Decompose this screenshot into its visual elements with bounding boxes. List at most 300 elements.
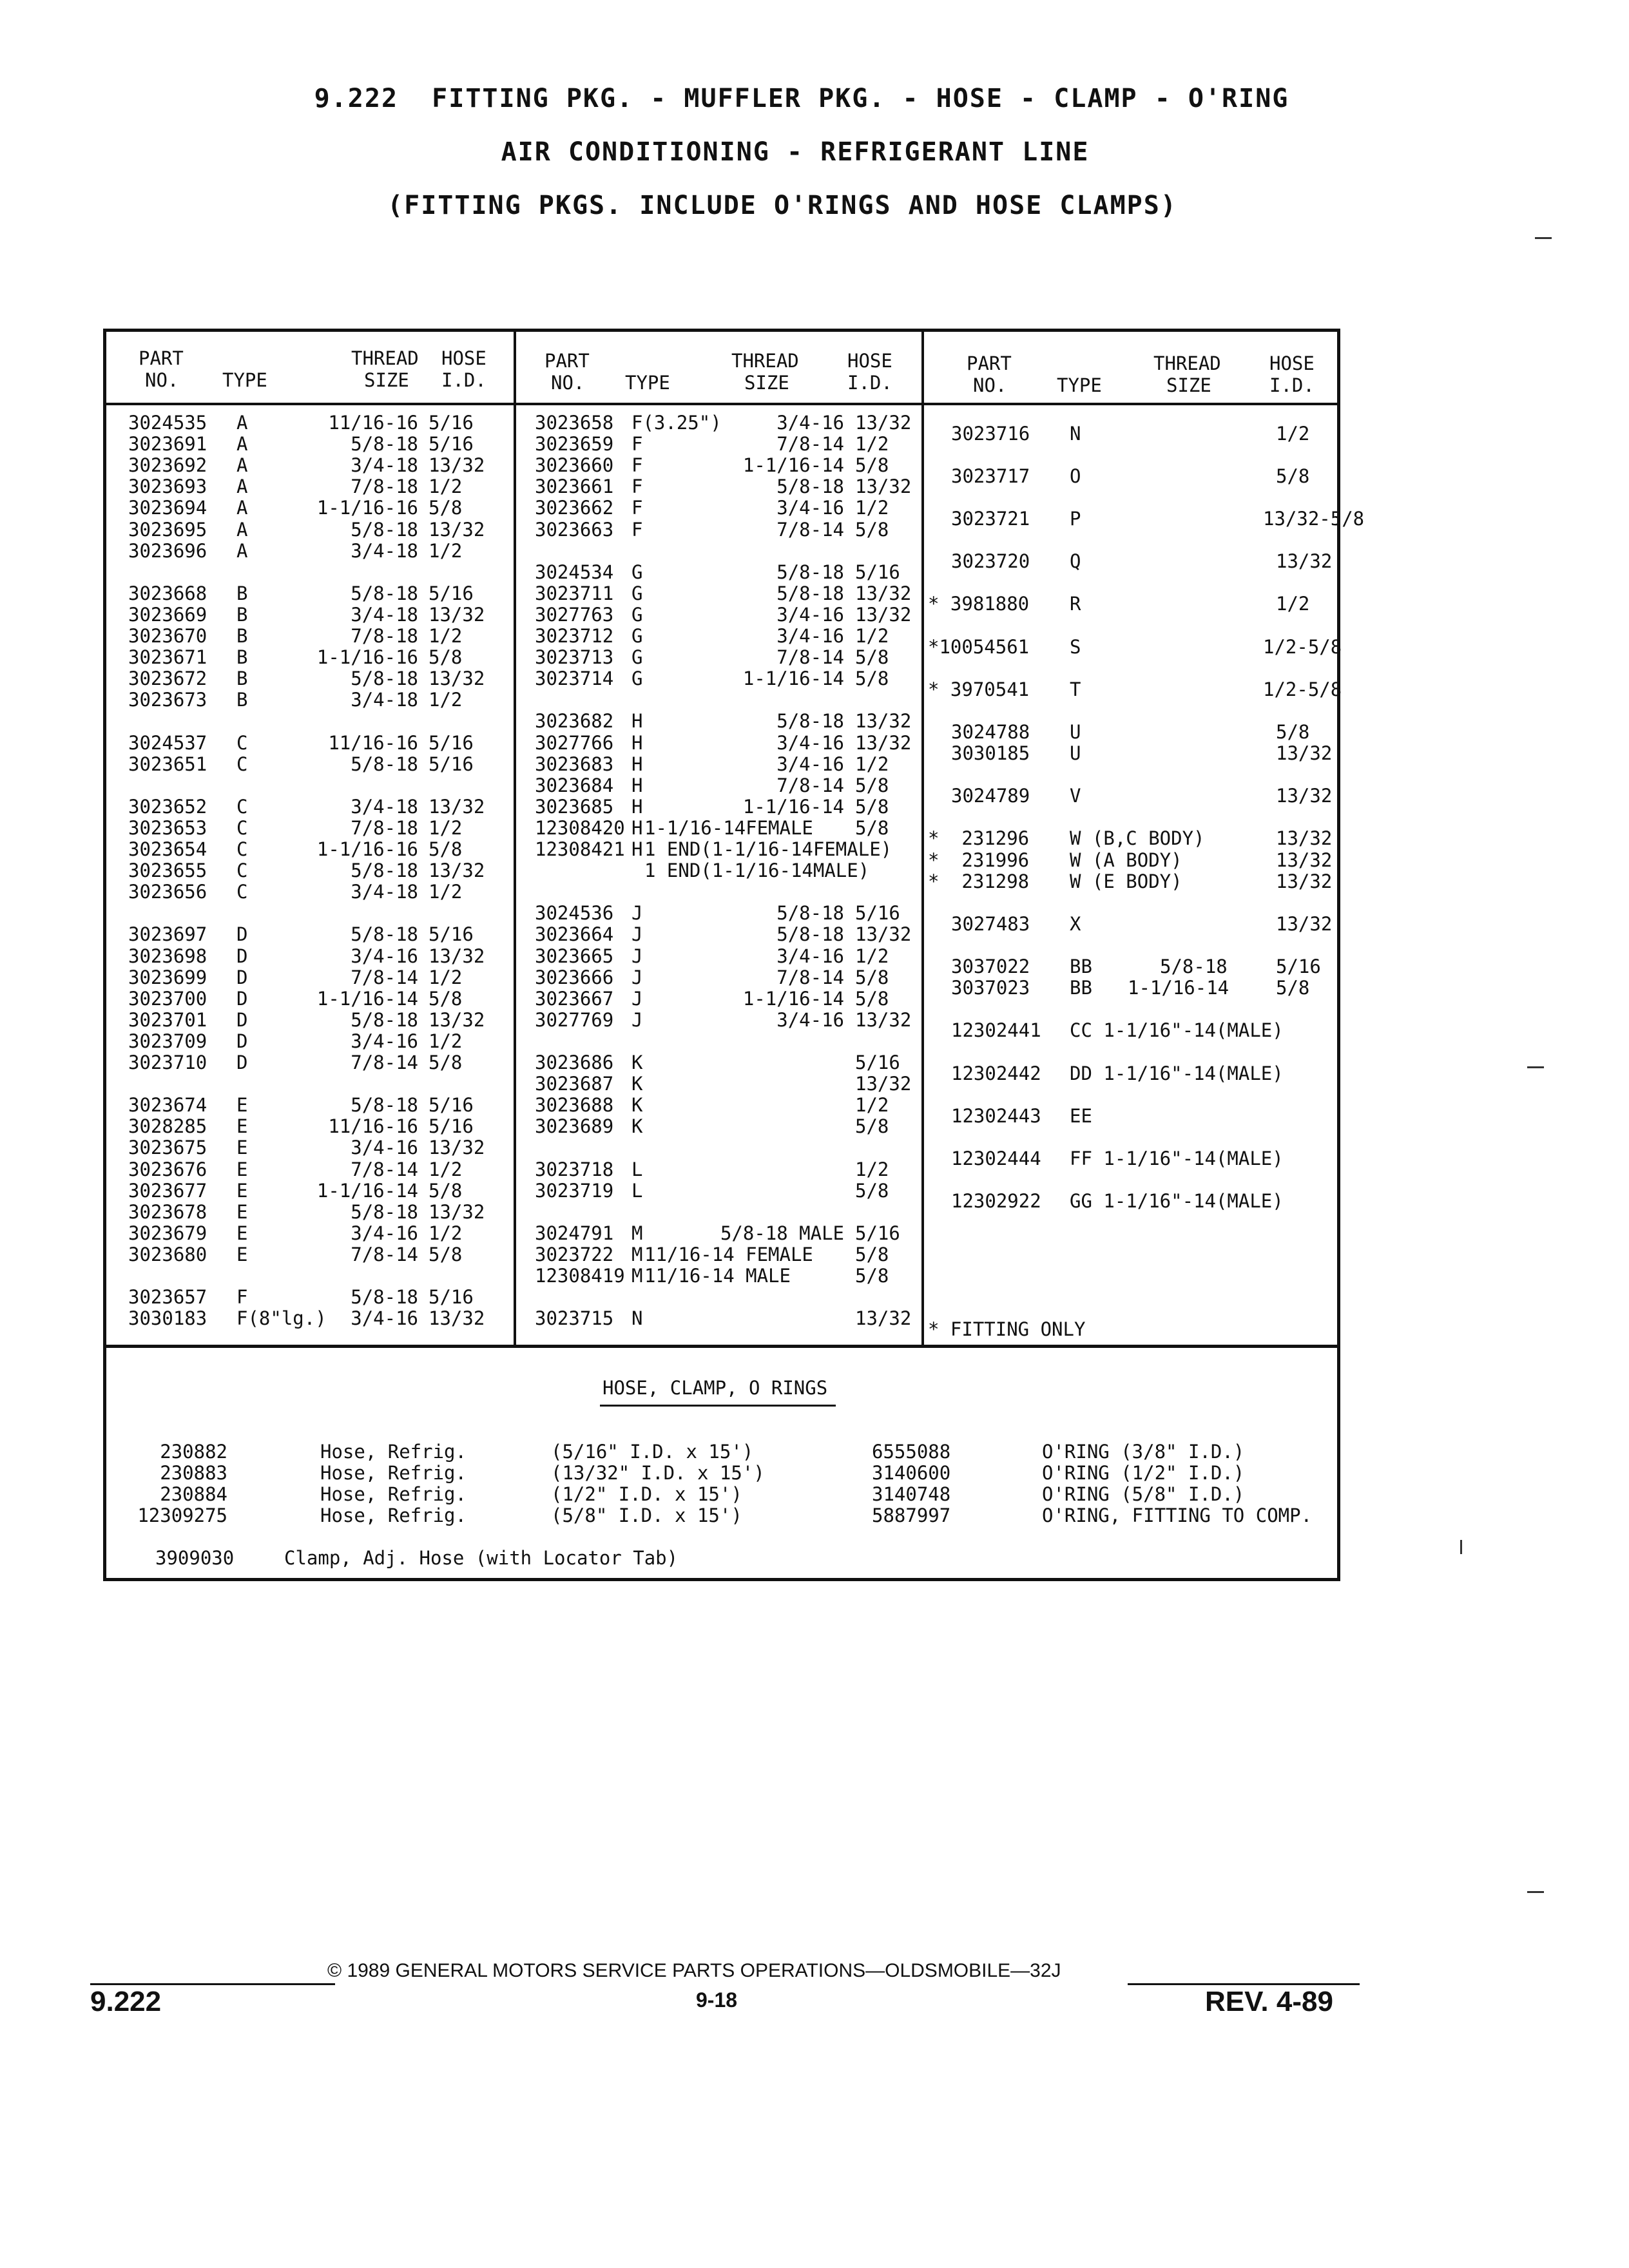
thread-size: 1-1/16-16	[316, 838, 418, 860]
fitting-type: B	[236, 668, 248, 690]
table-row	[535, 1073, 934, 1095]
header-part: PART	[967, 352, 1012, 374]
fitting-type: D	[236, 1052, 248, 1073]
table-row	[128, 626, 528, 647]
thread-size: 7/8-14	[776, 966, 844, 988]
table-row	[535, 775, 934, 796]
oring-description: O'RING, FITTING TO COMP.	[1042, 1504, 1313, 1526]
part-number: 3023720	[951, 550, 1030, 573]
table-row	[928, 722, 1340, 743]
table-row	[535, 818, 934, 839]
table-row	[535, 967, 934, 988]
hose-id: 1/2	[855, 625, 889, 647]
part-number: 3023692	[128, 454, 207, 477]
thread-size: 5/8-18	[351, 582, 418, 604]
part-number: 3023660	[535, 454, 614, 477]
part-number: 3023653	[128, 816, 207, 839]
scan-mark	[1535, 237, 1552, 239]
fitting-type: B	[236, 603, 248, 626]
thread-size: 3/4-16	[776, 1008, 844, 1031]
thread-size: 3/4-18	[351, 603, 418, 626]
thread-size: 5/8-18	[351, 1200, 418, 1223]
thread-size: 7/8-14	[776, 774, 844, 796]
part-number: * 231298	[928, 870, 1030, 892]
hose-id: 13/32	[855, 603, 912, 626]
part-number: 3023693	[128, 476, 207, 498]
table-row	[928, 977, 1340, 999]
footer-page-number: 9-18	[696, 1988, 738, 2012]
header-hose: HOSE	[847, 350, 892, 372]
fitting-type: E	[236, 1137, 248, 1159]
hose-id: 1/2	[855, 753, 889, 775]
fitting-type: W (A BODY)	[1070, 849, 1182, 871]
thread-size: 5/8-18	[351, 518, 418, 541]
part-number: 3023712	[535, 625, 614, 647]
header-no: NO.	[973, 374, 1007, 396]
hose-id: 5/16	[429, 731, 474, 754]
oring-description: O'RING (1/2" I.D.)	[1042, 1462, 1245, 1484]
part-number: 3023679	[128, 1222, 207, 1244]
hose-id: 13/32	[1276, 849, 1333, 871]
fitting-type: H	[631, 795, 643, 818]
header-id: I.D.	[441, 369, 487, 391]
hose-id: 5/16	[429, 1115, 474, 1138]
table-row	[535, 860, 934, 881]
fitting-type: B	[236, 625, 248, 647]
table-row	[928, 828, 1340, 849]
hose-id: 13/32	[429, 1008, 485, 1031]
hose-id: 5/16	[855, 561, 900, 583]
thread-size: 3/4-18	[351, 881, 418, 903]
hose-id: 1/2	[855, 1158, 889, 1180]
thread-size: 11/16-14 MALE	[644, 1265, 791, 1287]
thread-size: 1-1/16-14	[316, 987, 418, 1010]
part-number: 3023667	[535, 987, 614, 1010]
table-row	[128, 924, 528, 945]
hose-id: 5/8	[429, 497, 463, 519]
fitting-type: G	[631, 668, 643, 690]
fitting-type: H	[631, 816, 643, 839]
table-row	[928, 871, 1340, 892]
part-number: 3030185	[951, 742, 1030, 765]
thread-size: 5/8-18	[351, 668, 418, 690]
thread-size: 7/8-18	[351, 625, 418, 647]
header-size: SIZE	[744, 372, 789, 394]
scan-mark	[1527, 1066, 1544, 1068]
part-number: 3023688	[535, 1094, 614, 1117]
hose-id: 13/32	[1276, 870, 1333, 892]
thread-size: 5/8-18	[776, 582, 844, 604]
table-row	[128, 1287, 528, 1308]
fitting-type: M	[631, 1222, 643, 1244]
table-row	[535, 647, 934, 668]
hose-id: 13/32	[429, 1200, 485, 1223]
part-number: 3023656	[128, 881, 207, 903]
thread-size: 5/8-18	[351, 860, 418, 882]
hose-id: 1/2	[1276, 593, 1310, 615]
fitting-type: D	[236, 987, 248, 1010]
part-number: 3027763	[535, 603, 614, 626]
thread-size: 3/4-16	[776, 753, 844, 775]
table-row	[928, 914, 1340, 935]
table-row	[128, 519, 528, 541]
fitting-type: G	[631, 582, 643, 604]
part-number: 3023657	[128, 1286, 207, 1309]
hose-part-no: 230882	[160, 1441, 227, 1463]
hose-id: 5/8	[855, 774, 889, 796]
hose-id: 13/32	[429, 795, 485, 818]
part-number: 3023718	[535, 1158, 614, 1180]
table-row	[535, 604, 934, 626]
hose-description: Hose, Refrig.	[320, 1504, 467, 1526]
hose-clamp-oring-section	[103, 1348, 1340, 1581]
thread-size: 7/8-14	[776, 518, 844, 541]
heading-underline	[600, 1405, 836, 1407]
fitting-type: D	[236, 923, 248, 946]
clamp-row	[155, 1547, 679, 1633]
header-divider	[106, 403, 1337, 405]
table-row	[535, 1180, 934, 1202]
table-row	[128, 754, 528, 775]
table-row	[128, 476, 528, 497]
table-row	[928, 1319, 1340, 1340]
hose-id: 13/32	[1276, 550, 1333, 573]
table-row	[928, 507, 1365, 530]
part-number: 3023682	[535, 710, 614, 733]
table-row	[535, 519, 934, 541]
part-number: 3023651	[128, 753, 207, 775]
table-row	[128, 988, 528, 1010]
table-row	[928, 1191, 1340, 1212]
fitting-table	[103, 329, 1365, 1348]
hose-description: Hose, Refrig.	[320, 1483, 467, 1505]
table-row	[128, 967, 528, 988]
hose-id: 1/2	[429, 1030, 463, 1052]
fitting-type: H	[631, 731, 643, 754]
hose-id: 5/8	[855, 668, 889, 690]
fitting-type: J	[631, 966, 643, 988]
thread-size: 3/4-18	[351, 689, 418, 711]
table-row	[128, 604, 528, 626]
hose-id: 5/16	[855, 902, 900, 925]
hose-id: 5/8	[1276, 977, 1310, 999]
fitting-type: F	[631, 518, 643, 541]
thread-size: 1-1/16-16	[316, 497, 418, 519]
part-number: 3023719	[535, 1179, 614, 1202]
thread-size: 7/8-18	[351, 816, 418, 839]
header-hose: HOSE	[1269, 352, 1315, 374]
table-row	[128, 497, 528, 519]
fitting-type: A	[236, 539, 248, 562]
fitting-type: N	[631, 1307, 643, 1330]
fitting-type: C	[236, 753, 248, 775]
hose-part-no: 230883	[160, 1462, 227, 1484]
oring-part-no: 6555088	[872, 1441, 951, 1463]
table-row	[928, 850, 1340, 871]
part-number: 3023711	[535, 582, 614, 604]
table-row	[928, 593, 1340, 615]
part-number: 3028285	[128, 1115, 207, 1138]
hose-id: 5/8	[429, 1179, 463, 1202]
table-row	[535, 1095, 934, 1116]
part-number: 3023697	[128, 923, 207, 946]
thread-size: 3/4-16	[776, 603, 844, 626]
table-row	[128, 1223, 528, 1244]
table-row	[128, 583, 528, 604]
fitting-type: E	[236, 1158, 248, 1180]
hose-id: 1/2	[855, 945, 889, 967]
fitting-type: E	[236, 1094, 248, 1117]
fitting-type: M	[631, 1265, 643, 1287]
hose-id: 13/32-5/8	[1263, 507, 1365, 530]
thread-size: 5/8-18	[351, 1094, 418, 1117]
table-row	[128, 1010, 528, 1031]
part-number: 3024791	[535, 1222, 614, 1244]
part-number: 3023695	[128, 518, 207, 541]
table-row	[128, 796, 528, 818]
thread-size: 3/4-16	[776, 497, 844, 519]
fitting-type: H	[631, 710, 643, 733]
hose-id: 5/8	[855, 454, 889, 477]
fitting-type: A	[236, 497, 248, 519]
part-number: 3023663	[535, 518, 614, 541]
hose-id: 1/2	[429, 625, 463, 647]
fitting-type: N	[1070, 422, 1081, 445]
hose-id: 5/8	[855, 966, 889, 988]
part-number: 3023659	[535, 433, 614, 456]
fitting-type: F	[631, 476, 643, 498]
thread-size: 3/4-18	[351, 795, 418, 818]
table-row	[928, 551, 1340, 572]
fitting-type: G	[631, 625, 643, 647]
hose-part-no: 230884	[160, 1483, 227, 1505]
part-number: 3037022	[951, 956, 1030, 978]
fitting-type: J	[631, 923, 643, 946]
fitting-type: B	[236, 646, 248, 669]
table-row	[535, 1265, 934, 1287]
fitting-type: W (B,C BODY)	[1070, 827, 1205, 850]
table-row	[128, 1137, 528, 1158]
table-row	[128, 647, 528, 668]
header-no: NO.	[145, 369, 179, 391]
table-row	[128, 541, 528, 562]
thread-size: 5/8-18	[1160, 956, 1228, 978]
fitting-type: J	[631, 902, 643, 925]
section-heading-text: HOSE, CLAMP, O RINGS	[602, 1377, 828, 1399]
header-type: TYPE	[222, 369, 267, 391]
table-row	[535, 1116, 934, 1137]
fitting-type: GG 1-1/16"-14(MALE)	[1070, 1190, 1284, 1213]
fitting-type: U	[1070, 742, 1081, 765]
table-row	[535, 412, 934, 434]
hose-id: 1/2-5/8	[1263, 678, 1342, 700]
part-number: 12302444	[951, 1147, 1041, 1169]
part-number: 3030183	[128, 1307, 207, 1330]
part-number: * 231996	[928, 849, 1030, 871]
hose-id: 5/8	[429, 646, 463, 669]
header-thread: THREAD	[1153, 352, 1221, 374]
fitting-type: J	[631, 1008, 643, 1031]
part-number: 3024537	[128, 731, 207, 754]
fitting-type: C	[236, 795, 248, 818]
part-number: 3023710	[128, 1052, 207, 1073]
hose-id: 5/16	[855, 1052, 900, 1073]
thread-size: 5/8-18	[351, 433, 418, 456]
hose-id: 1/2	[429, 539, 463, 562]
oring-part-no: 5887997	[872, 1504, 951, 1526]
fitting-type: E	[236, 1222, 248, 1244]
table-row	[535, 924, 934, 945]
hose-id: 13/32	[429, 668, 485, 690]
fitting-type: E	[236, 1243, 248, 1265]
header-size: SIZE	[1166, 374, 1211, 396]
hose-id: 13/32	[855, 1073, 912, 1095]
page-note: (FITTING PKGS. INCLUDE O'RINGS AND HOSE CLAMPS)	[387, 191, 1177, 220]
part-number: 3023721	[951, 507, 1030, 530]
header-type: TYPE	[1057, 374, 1102, 396]
hose-size: (5/8" I.D. x 15')	[551, 1504, 742, 1526]
hose-size: (13/32" I.D. x 15')	[551, 1462, 765, 1484]
thread-size: 3/4-16	[776, 412, 844, 434]
table-row	[128, 946, 528, 967]
hose-id: 13/32	[429, 454, 485, 477]
fitting-type: A	[236, 476, 248, 498]
part-number: 3023696	[128, 539, 207, 562]
table-row	[128, 455, 528, 476]
hose-id: 5/8	[1276, 465, 1310, 487]
part-number: 3023654	[128, 838, 207, 860]
part-number: 3037023	[951, 977, 1030, 999]
thread-size: 5/8-18 MALE	[720, 1222, 844, 1244]
header-hose: HOSE	[441, 347, 487, 369]
thread-size: 1 END(1-1/16-14FEMALE)	[644, 838, 892, 860]
table-row	[106, 1441, 1331, 1463]
thread-size: 7/8-14	[351, 966, 418, 988]
table-row	[535, 583, 934, 604]
hose-id: 1/2-5/8	[1263, 635, 1342, 658]
thread-size: 1-1/16-14	[742, 987, 844, 1010]
table-row	[535, 434, 934, 455]
fitting-type: F(8"lg.)	[236, 1307, 327, 1330]
part-number: 3023713	[535, 646, 614, 669]
hose-id: 5/8	[429, 1243, 463, 1265]
part-number: 3024788	[951, 720, 1030, 743]
fitting-type: L	[631, 1158, 643, 1180]
thread-size: 11/16-16	[328, 1115, 418, 1138]
header-no: NO.	[551, 372, 585, 394]
fitting-type: S	[1070, 635, 1081, 658]
part-number: 3023664	[535, 923, 614, 946]
clamp-part-no: 3909030	[155, 1547, 235, 1569]
fitting-type: C	[236, 816, 248, 839]
part-number: 12302443	[951, 1104, 1041, 1127]
fitting-type: D	[236, 945, 248, 967]
thread-size: 5/8-18	[776, 710, 844, 733]
hose-id: 1/2	[429, 476, 463, 498]
thread-size: 11/16-14 FEMALE	[644, 1243, 813, 1265]
fitting-type: M	[631, 1243, 643, 1265]
hose-id: 5/8	[855, 1179, 889, 1202]
fitting-type: DD 1-1/16"-14(MALE)	[1070, 1062, 1284, 1084]
hose-id: 5/16	[429, 923, 474, 946]
fitting-type: O	[1070, 465, 1081, 487]
hose-id: 5/8	[1276, 720, 1310, 743]
thread-size: 1-1/16-14	[742, 668, 844, 690]
hose-description: Hose, Refrig.	[320, 1441, 467, 1463]
fitting-type: W (E BODY)	[1070, 870, 1182, 892]
thread-size: 1-1/16-14	[316, 1179, 418, 1202]
part-number: 3023714	[535, 668, 614, 690]
footer-revision: REV. 4-89	[1205, 1986, 1333, 2017]
hose-id: 5/16	[429, 433, 474, 456]
thread-size: 7/8-14	[351, 1243, 418, 1265]
fitting-type: C	[236, 838, 248, 860]
hose-id: 5/16	[429, 1094, 474, 1117]
part-number: 3027769	[535, 1008, 614, 1031]
hose-id: 5/16	[855, 1222, 900, 1244]
fitting-type: X	[1070, 912, 1081, 935]
part-number: 3023694	[128, 497, 207, 519]
fitting-type: J	[631, 945, 643, 967]
table-row	[535, 903, 934, 924]
hose-id: 13/32	[1276, 742, 1333, 765]
thread-size: 5/8-18	[776, 476, 844, 498]
footer-rule	[1128, 1983, 1360, 1985]
thread-size: 5/8-18	[351, 923, 418, 946]
part-number: 3023652	[128, 795, 207, 818]
hose-id: 1/2	[429, 1222, 463, 1244]
table-row	[128, 733, 528, 754]
part-number: 3023717	[951, 465, 1030, 487]
fitting-type: G	[631, 561, 643, 583]
fitting-type: G	[631, 603, 643, 626]
hose-size: (1/2" I.D. x 15')	[551, 1483, 742, 1505]
table-row	[128, 881, 528, 903]
header-part: PART	[545, 350, 590, 372]
table-row	[535, 988, 934, 1010]
part-number: 3023662	[535, 497, 614, 519]
table-row	[928, 785, 1340, 807]
fitting-type: P	[1070, 507, 1081, 530]
hose-id: 5/8	[855, 1265, 889, 1287]
hose-id: 13/32	[429, 603, 485, 626]
table-row	[128, 860, 528, 881]
table-row	[535, 1244, 934, 1265]
table-row	[535, 1010, 934, 1031]
thread-size: 3/4-16	[351, 945, 418, 967]
table-row	[128, 1052, 528, 1073]
part-number: 12302922	[951, 1190, 1041, 1213]
part-number: 3023670	[128, 625, 207, 647]
thread-size: 5/8-18	[776, 923, 844, 946]
thread-size: 1-1/16-14FEMALE	[644, 816, 813, 839]
hose-id: 13/32	[1276, 827, 1333, 850]
hose-id: 13/32	[1276, 912, 1333, 935]
part-number: 3023674	[128, 1094, 207, 1117]
part-number: * FITTING ONLY	[928, 1318, 1086, 1340]
hose-id: 13/32	[855, 582, 912, 604]
table-row	[128, 1244, 528, 1265]
part-number: *10054561	[928, 635, 1030, 658]
thread-size: 1-1/16-14	[742, 454, 844, 477]
thread-size: 5/8-18	[776, 902, 844, 925]
clamp-description: Clamp, Adj. Hose (with Locator Tab)	[284, 1547, 679, 1569]
table-row	[535, 1223, 934, 1244]
fitting-type: H	[631, 838, 643, 860]
part-number: 3023658	[535, 412, 614, 434]
part-number: 3023673	[128, 689, 207, 711]
part-number: 3023671	[128, 646, 207, 669]
